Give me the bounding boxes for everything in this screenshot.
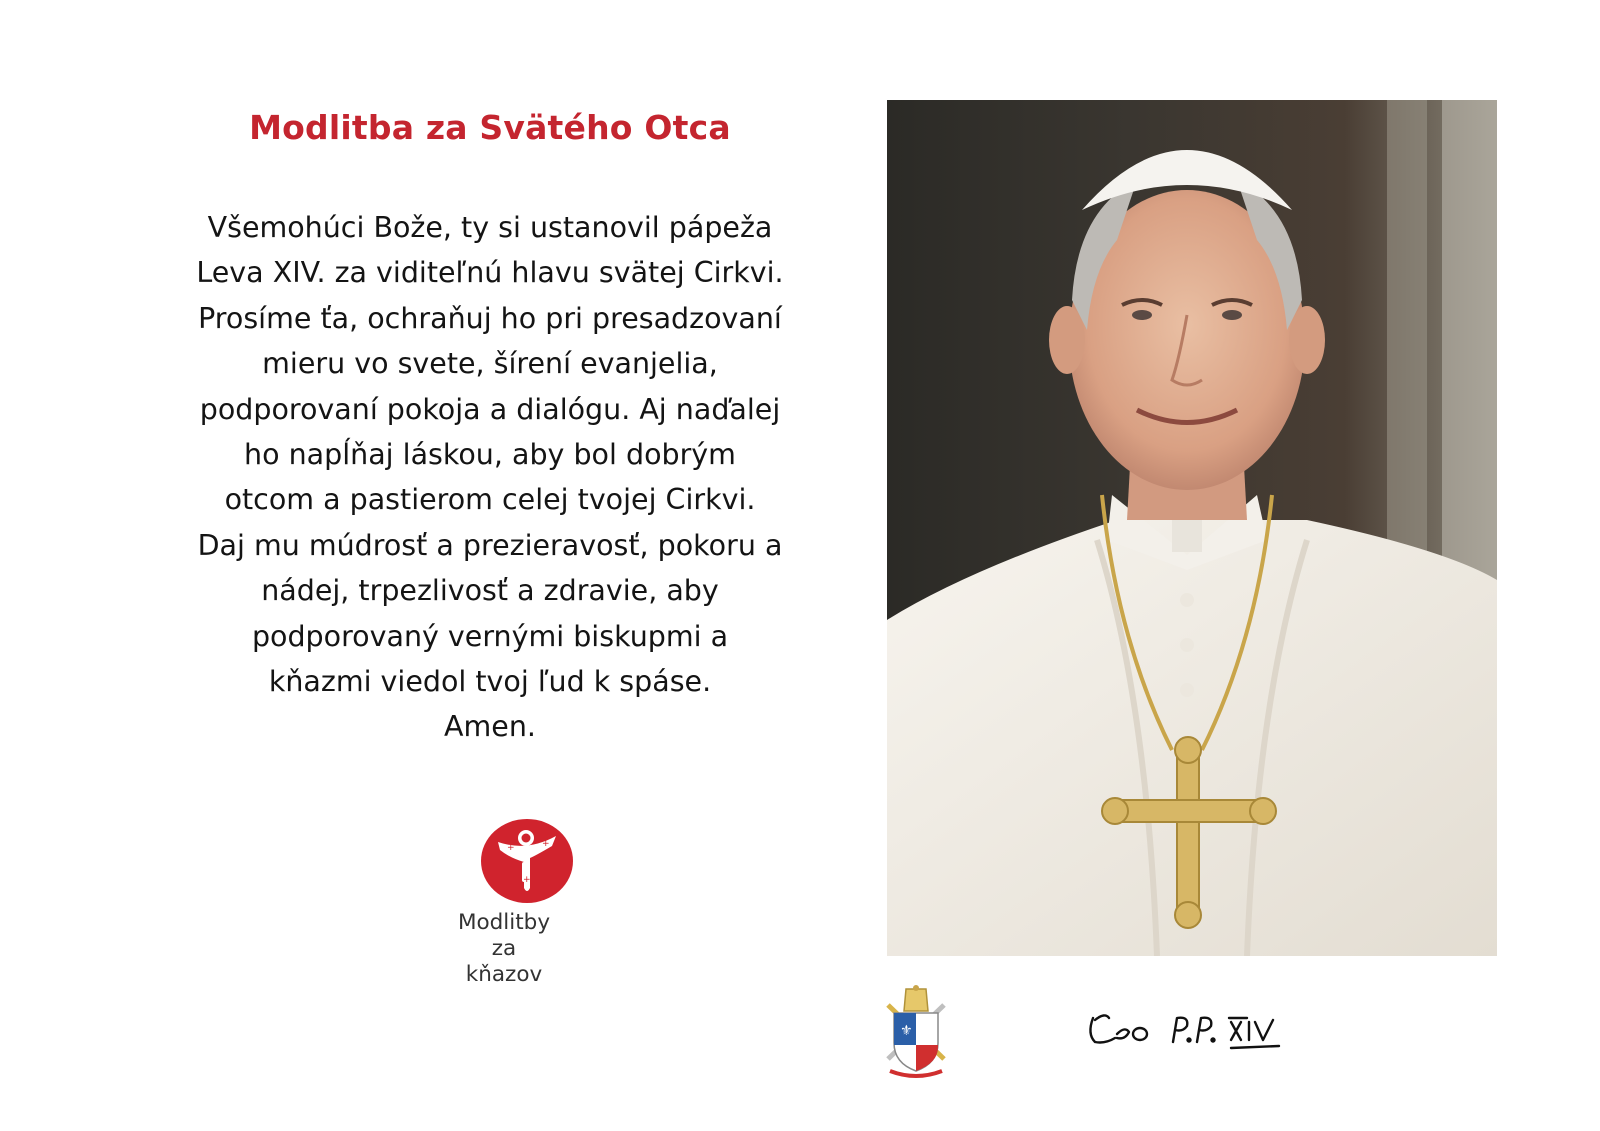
svg-text:+: +: [523, 875, 531, 885]
pope-signature: [1085, 1008, 1285, 1056]
prayer-line: nádej, trpezlivosť a zdravie, aby: [261, 574, 719, 608]
prayer-line: mieru vo svete, šírení evanjelia,: [262, 347, 718, 381]
prayer-line: Daj mu múdrosť a prezieravosť, pokoru a: [197, 528, 783, 562]
pope-portrait: [887, 100, 1497, 956]
logo-line-2: za kňazov: [465, 936, 543, 987]
svg-text:+: +: [507, 843, 515, 853]
svg-text:⚜: ⚜: [900, 1023, 913, 1039]
logo-line-1: Modlitby: [457, 910, 551, 935]
modlitby-logo: [430, 818, 610, 988]
svg-text:+: +: [542, 839, 550, 849]
prayer-line: Leva XIV. za viditeľnú hlavu svätej Cirkvi.: [196, 256, 784, 290]
prayer-line: Všemohúci Bože, ty si ustanovil pápeža: [207, 211, 773, 244]
prayer-line: podporovaní pokoja a dialógu. Aj naďalej: [199, 392, 781, 426]
page-title: Modlitba za Svätého Otca: [249, 108, 731, 147]
prayer-line: Amen.: [444, 710, 536, 744]
papal-coat-of-arms: [880, 985, 952, 1085]
prayer-line: Prosíme ťa, ochraňuj ho pri presadzovaní: [198, 301, 782, 335]
prayer-line: kňazmi viedol tvoj ľud k spáse.: [268, 665, 712, 699]
prayer-line: otcom a pastierom celej tvojej Cirkvi.: [224, 483, 756, 517]
prayer-text: [150, 205, 830, 750]
prayer-line: ho napĺňaj láskou, aby bol dobrým: [244, 438, 736, 472]
logo-icon: [480, 818, 574, 904]
prayer-line: podporovaný vernými biskupmi a: [251, 619, 729, 653]
